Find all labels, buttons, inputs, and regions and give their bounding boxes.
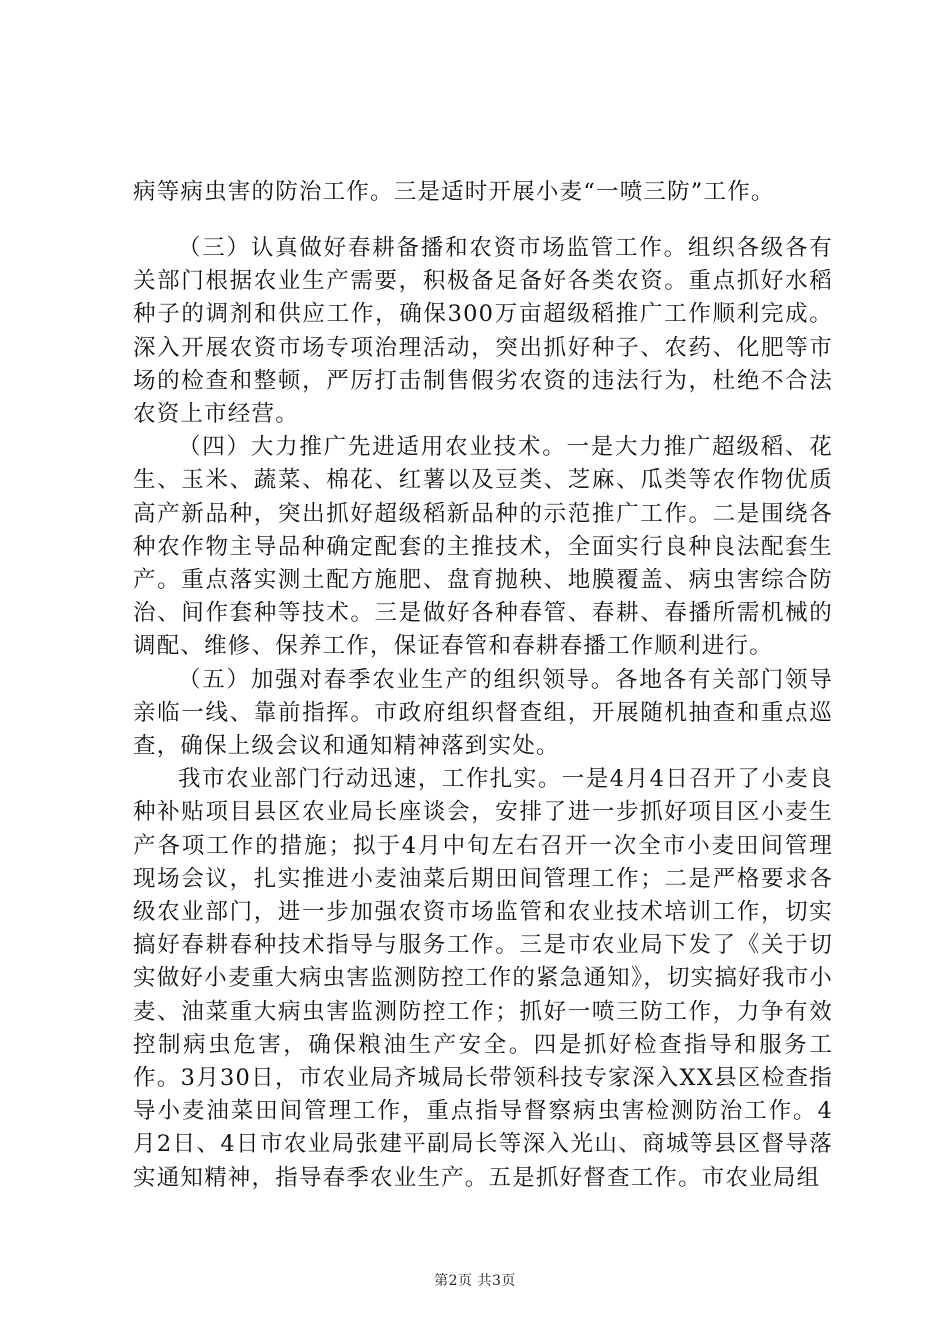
paragraph-actions: 我市农业部门行动迅速，工作扎实。一是4月4日召开了小麦良种补贴项目县区农业局长座谈会，安排了进一步抓好项目区小麦生产各项工作的措施；拟于4月中旬左右召开一次全市小麦田间管理现场会议，扎实推进小麦油菜后期田间管理工作；二是严格要求各级农业部门，进一步加强农资市场监管和农业技术培训工作，切实搞好春耕春种技术指导与服务工作。三是市农业局下发了《关于切实做好小麦重大病虫害监测防控工作的紧急通知》，切实搞好我市小麦、油菜重大病虫害监测防控工作；抓好一喷三防工作，力争有效控制病虫危害，确保粮油生产安全。四是抓好检查指导和服务工作。3月30日，市农业局齐城局长带领科技专家深入XX县区检查指导小麦油菜田间管理工作，重点指导督察病虫害检测防治工作。4月2日、4日市农业局张建平副局长等深入光山、商城等县区督导落实通知精神，指导春季农业生产。五是抓好督查工作。市农业局组 bbox=[133, 766, 833, 1191]
paragraph-section-5: （五）加强对春季农业生产的组织领导。各地各有关部门领导亲临一线、靠前指挥。市政府组织督查组，开展随机抽查和重点巡查，确保上级会议和通知精神落到实处。 bbox=[133, 666, 833, 760]
paragraph-section-3: （三）认真做好春耕备播和农资市场监管工作。组织各级各有关部门根据农业生产需要，积极备足备好各类农资。重点抓好水稻种子的调剂和供应工作，确保300万亩超级稻推广工作顺利完成。深入开展农资市场专项治理活动，突出抓好种子、农药、化肥等市场的检查和整顿，严厉打击制售假劣农资的违法行为，杜绝不合法农资上市经营。 bbox=[133, 235, 833, 428]
page-number-label: 第2页 共3页 bbox=[434, 1273, 516, 1289]
paragraph-section-4: （四）大力推广先进适用农业技术。一是大力推广超级稻、花生、玉米、蔬菜、棉花、红薯以及豆类、芝麻、瓜类等农作物优质高产新品种，突出抓好超级稻新品种的示范推广工作。二是围绕各种农作物主导品种确定配套的主推技术，全面实行良种良法配套生产。重点落实测土配方施肥、盘育抛秧、地膜覆盖、病虫害综合防治、间作套种等技术。三是做好各种春管、春耕、春播所需机械的调配、维修、保养工作，保证春管和春耕春播工作顺利进行。 bbox=[133, 434, 833, 660]
document-body bbox=[133, 232, 833, 1195]
lead-paragraph-block bbox=[133, 176, 833, 209]
page-footer bbox=[0, 1270, 950, 1290]
lead-paragraph: 病等病虫害的防治工作。三是适时开展小麦“一喷三防”工作。 bbox=[133, 179, 775, 205]
